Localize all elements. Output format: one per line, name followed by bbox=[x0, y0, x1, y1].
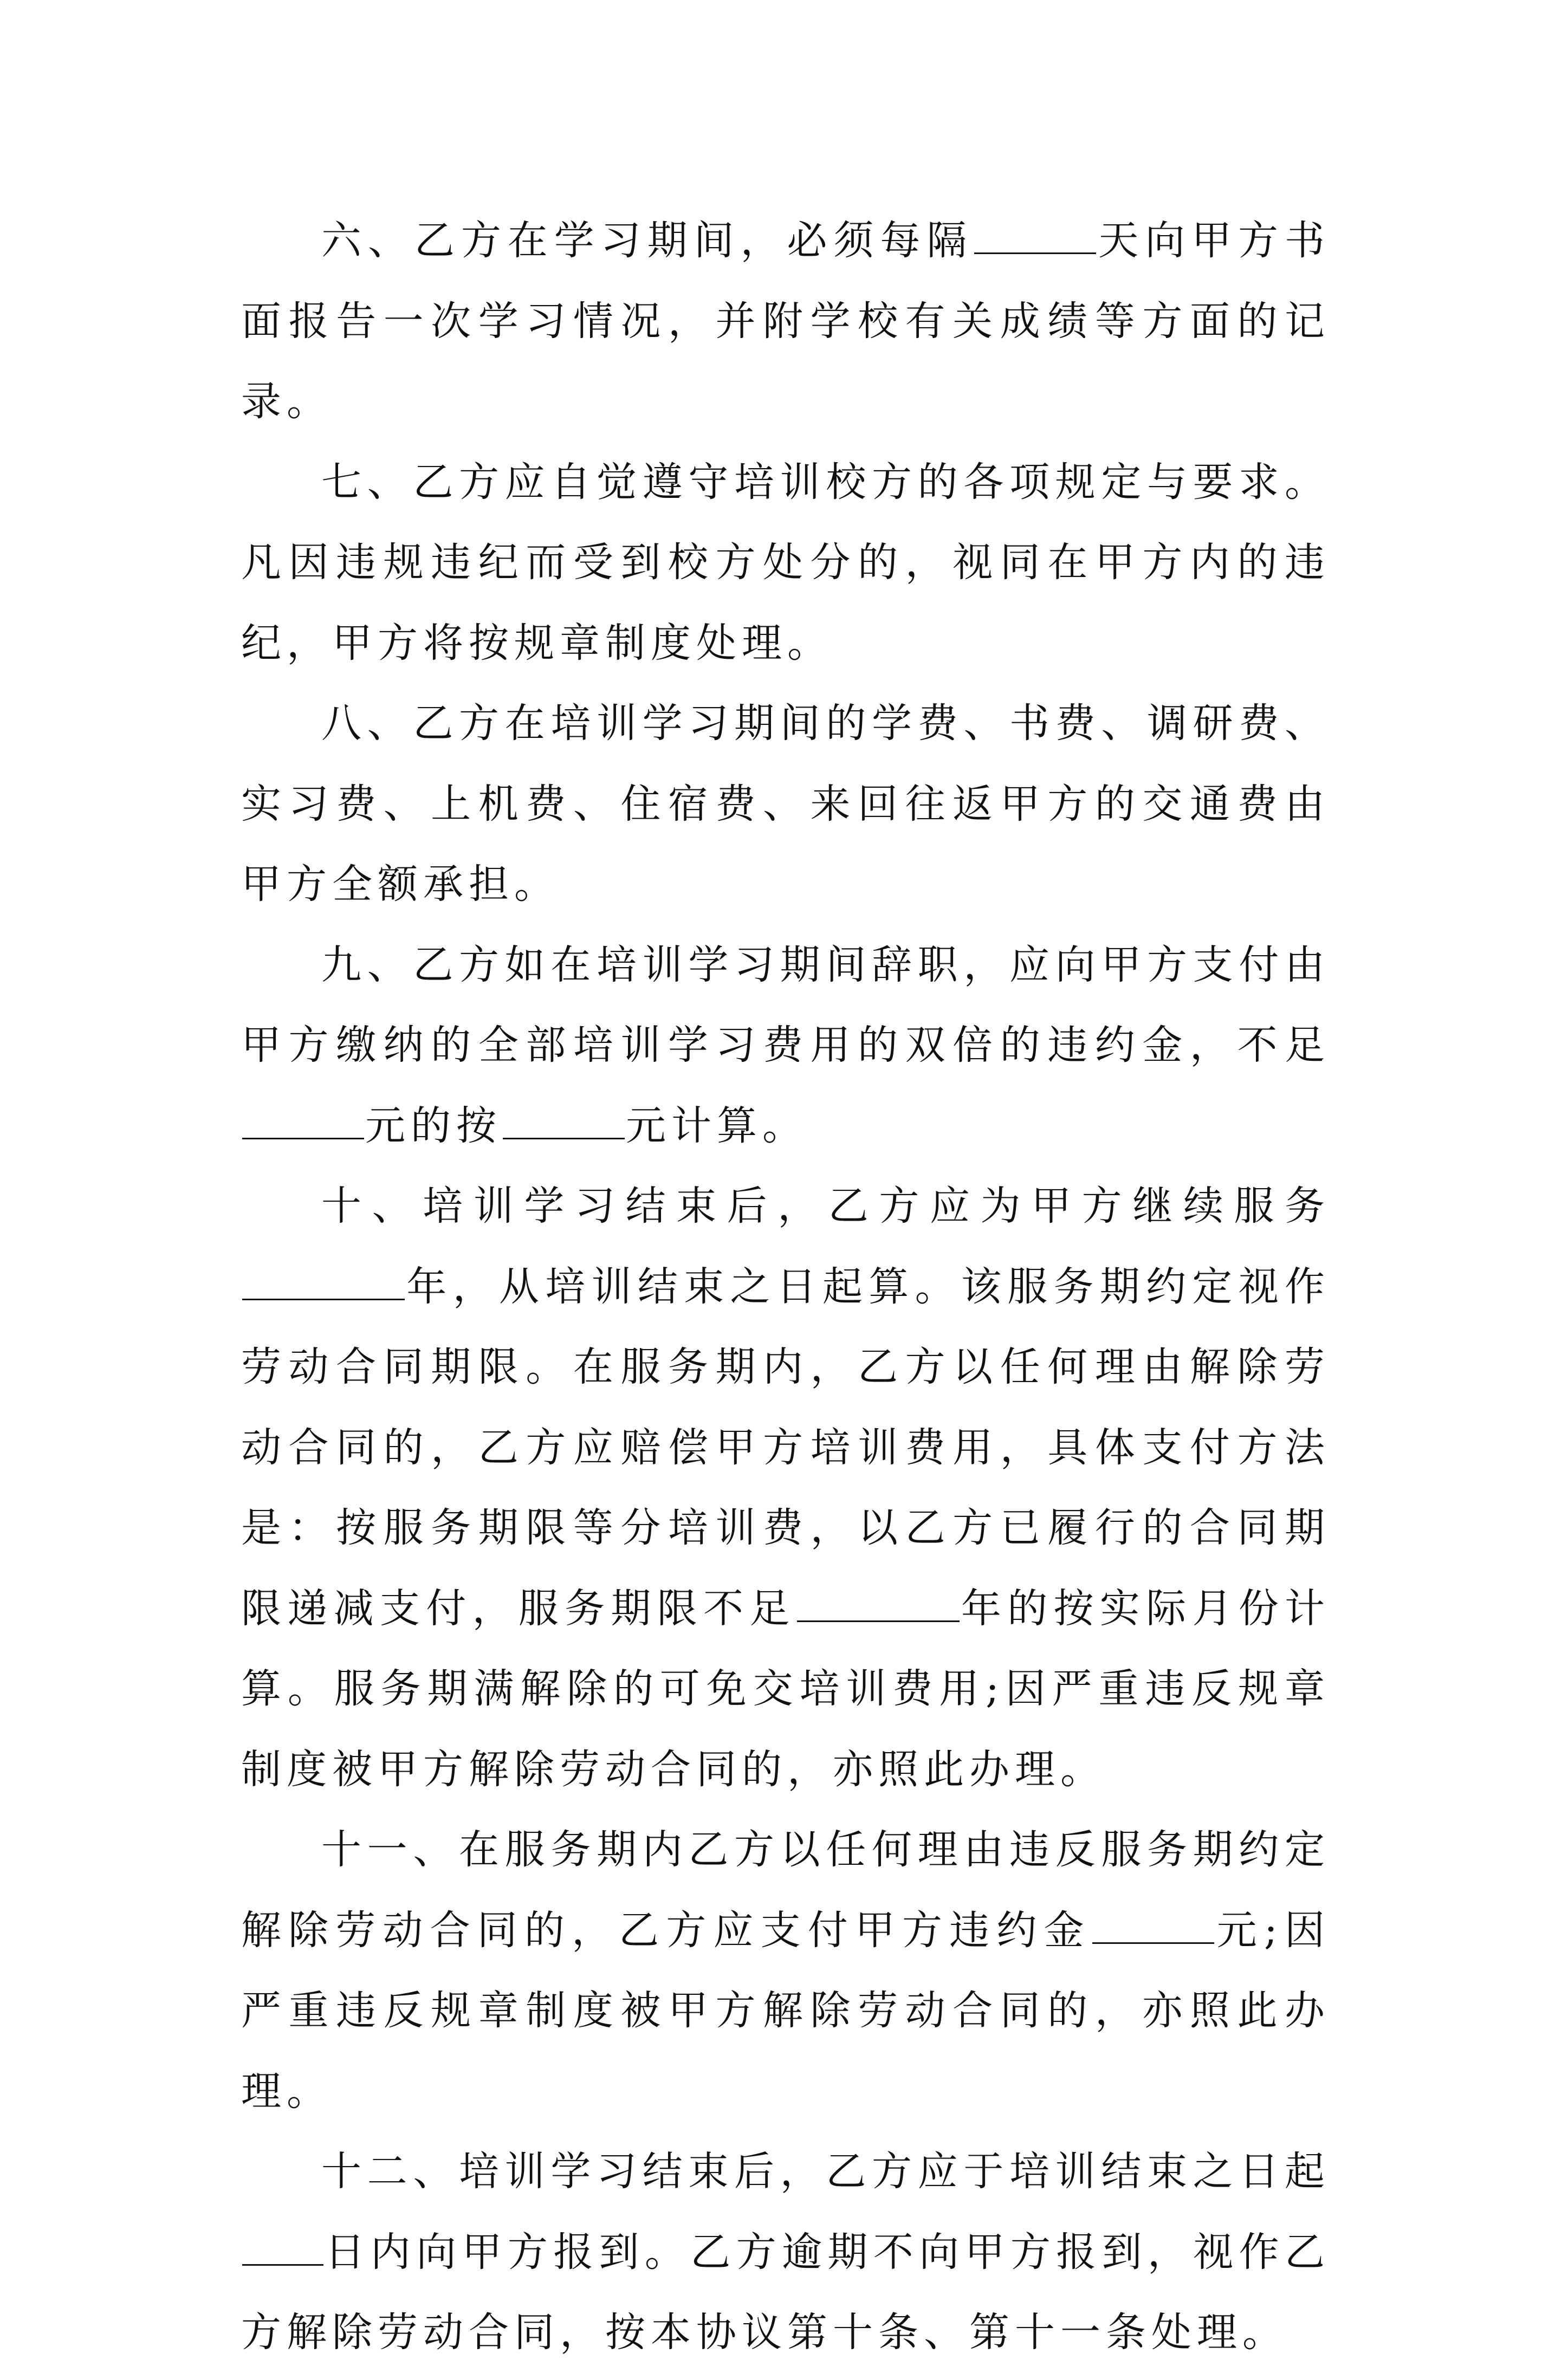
blank-calculated-amount bbox=[503, 1099, 625, 1139]
blank-penalty-amount bbox=[1092, 1904, 1214, 1943]
clause-12-text-a: 十二、培训学习结束后，乙方应于培训结束之日起 bbox=[321, 2148, 1330, 2195]
clause-12-text-b: 日内向甲方报到。乙方逾期不向甲方报到，视作乙方解除劳动合同，按本协议第十条、第十一条处理。 bbox=[241, 2228, 1330, 2356]
clause-8-text: 八、乙方在培训学习期间的学费、书费、调研费、实习费、上机费、住宿费、来回往返甲方的交通费由甲方全额承担。 bbox=[241, 700, 1330, 907]
clause-8 bbox=[241, 683, 1330, 925]
clause-6-text-a: 六、乙方在学习期间，必须每隔 bbox=[321, 217, 974, 264]
clause-6 bbox=[241, 200, 1330, 442]
clause-9 bbox=[241, 925, 1330, 1166]
clause-11 bbox=[241, 1810, 1330, 2131]
blank-minimum-amount bbox=[242, 1099, 364, 1139]
blank-service-years bbox=[242, 1260, 405, 1300]
clause-11-text-a: 十一、在服务期内乙方以任何理由违反服务期约定解除劳动合同的，乙方应支付甲方违约金 bbox=[241, 1826, 1330, 1954]
document-body bbox=[241, 200, 1330, 2373]
clause-10-text-c: 年的按实际月份计算。服务期满解除的可免交培训费用;因严重违反规章制度被甲方解除劳动合同的，亦照此办理。 bbox=[241, 1585, 1331, 1793]
clause-12 bbox=[241, 2131, 1330, 2373]
blank-service-shortfall-years bbox=[797, 1582, 960, 1622]
clause-9-text-a: 九、乙方如在培训学习期间辞职，应向甲方支付由甲方缴纳的全部培训学习费用的双倍的违约金，不足 bbox=[241, 941, 1330, 1068]
clause-10-text-a: 十、培训学习结束后，乙方应为甲方继续服务 bbox=[321, 1183, 1330, 1229]
clause-7-text: 七、乙方应自觉遵守培训校方的各项规定与要求。凡因违规违纪而受到校方处分的，视同在甲方内的违纪，甲方将按规章制度处理。 bbox=[241, 458, 1330, 666]
clause-11-text-b: 元;因严重违反规章制度被甲方解除劳动合同的，亦照此办理。 bbox=[241, 1907, 1330, 2115]
clause-10 bbox=[241, 1166, 1330, 1810]
clause-9-text-b: 元的按 bbox=[365, 1102, 502, 1149]
blank-report-days bbox=[242, 2226, 323, 2265]
clause-6-text-b: 天向甲方书面报告一次学习情况，并附学校有关成绩等方面的记录。 bbox=[241, 217, 1331, 425]
clause-9-text-c: 元计算。 bbox=[626, 1102, 808, 1149]
clause-10-text-b: 年，从培训结束之日起算。该服务期约定视作劳动合同期限。在服务期内，乙方以任何理由解除劳动合同的，乙方应赔偿甲方培训费用，具体支付方法是：按服务期限等分培训费，以乙方已履行的合同期限递减支付，服务期限不足 bbox=[241, 1263, 1330, 1632]
blank-days bbox=[974, 215, 1096, 254]
clause-7 bbox=[241, 442, 1330, 684]
